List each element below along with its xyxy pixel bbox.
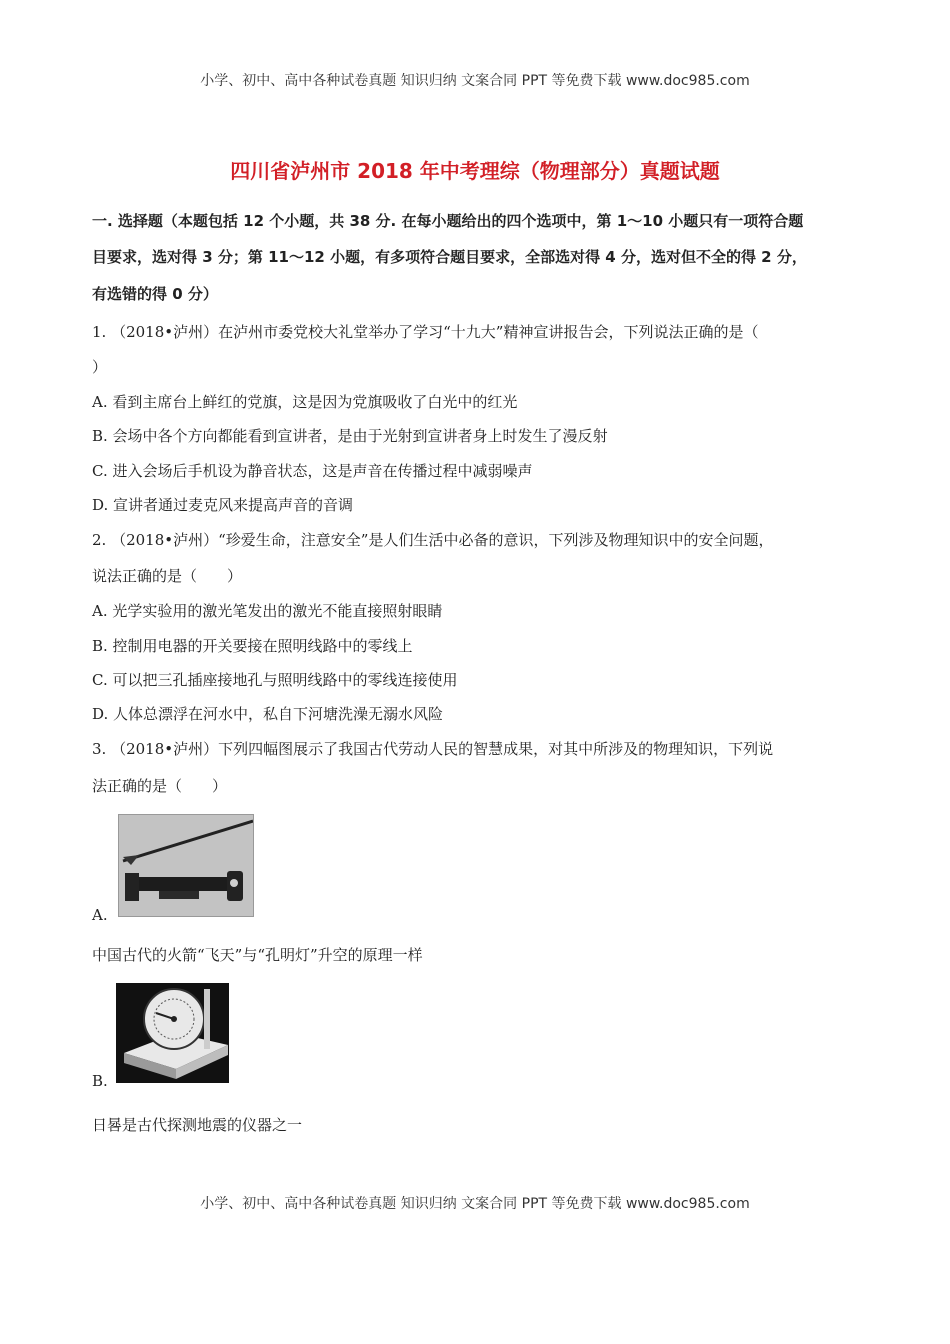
q3-option-b-label: B.: [92, 1072, 108, 1090]
q2-option-c: C. 可以把三孔插座接地孔与照明线路中的零线连接使用: [92, 671, 458, 689]
q3-option-b-text: 日晷是古代探测地震的仪器之一: [92, 1116, 303, 1134]
q1-stem-line-1: 1. （2018•泸州）在泸州市委党校大礼堂举办了学习“十九大”精神宣讲报告会，下列说法正确的是（: [92, 323, 759, 341]
section-instructions-line-1: 一. 选择题（本题包括 12 个小题，共 38 分. 在每小题给出的四个选项中，第 1～10 小题只有一项符合题: [92, 212, 804, 230]
page-footer: 小学、初中、高中各种试卷真题 知识归纳 文案合同 PPT 等免费下载 www.doc985.com: [200, 1196, 750, 1212]
q3-option-a-label: A.: [92, 906, 108, 924]
q2-stem-line-1: 2. （2018•泸州）“珍爱生命，注意安全”是人们生活中必备的意识，下列涉及物理知识中的安全问题，: [92, 531, 774, 549]
q2-option-d: D. 人体总漂浮在河水中，私自下河塘洗澡无溺水风险: [92, 705, 444, 723]
q1-option-b: B. 会场中各个方向都能看到宣讲者，是由于光射到宣讲者身上时发生了漫反射: [92, 427, 608, 445]
section-instructions-line-2: 目要求，选对得 3 分；第 11～12 小题，有多项符合题目要求，全部选对得 4 分，选对但不全的得 2 分，: [92, 248, 807, 266]
section-instructions-line-3: 有选错的得 0 分）: [92, 285, 218, 303]
sundial-image: [115, 982, 230, 1084]
q2-stem-line-2: 说法正确的是（ ）: [92, 567, 243, 585]
q1-option-a: A. 看到主席台上鲜红的党旗，这是因为党旗吸收了白光中的红光: [92, 393, 518, 411]
rocket-image: [118, 814, 254, 917]
q1-option-d: D. 宣讲者通过麦克风来提高声音的音调: [92, 496, 354, 514]
q1-option-c: C. 进入会场后手机设为静音状态，这是声音在传播过程中减弱噪声: [92, 462, 533, 480]
q3-option-a-text: 中国古代的火箭“飞天”与“孔明灯”升空的原理一样: [92, 946, 423, 964]
q3-stem-line-1: 3. （2018•泸州）下列四幅图展示了我国古代劳动人民的智慧成果，对其中所涉及的物理知识，下列说: [92, 740, 774, 758]
q1-stem-line-2: ）: [92, 358, 108, 376]
q2-option-b: B. 控制用电器的开关要接在照明线路中的零线上: [92, 637, 413, 655]
page-header: 小学、初中、高中各种试卷真题 知识归纳 文案合同 PPT 等免费下载 www.doc985.com: [200, 73, 750, 89]
page-title: 四川省泸州市 2018 年中考理综（物理部分）真题试题: [230, 159, 720, 183]
q3-stem-line-2: 法正确的是（ ）: [92, 777, 228, 795]
q2-option-a: A. 光学实验用的激光笔发出的激光不能直接照射眼睛: [92, 602, 443, 620]
